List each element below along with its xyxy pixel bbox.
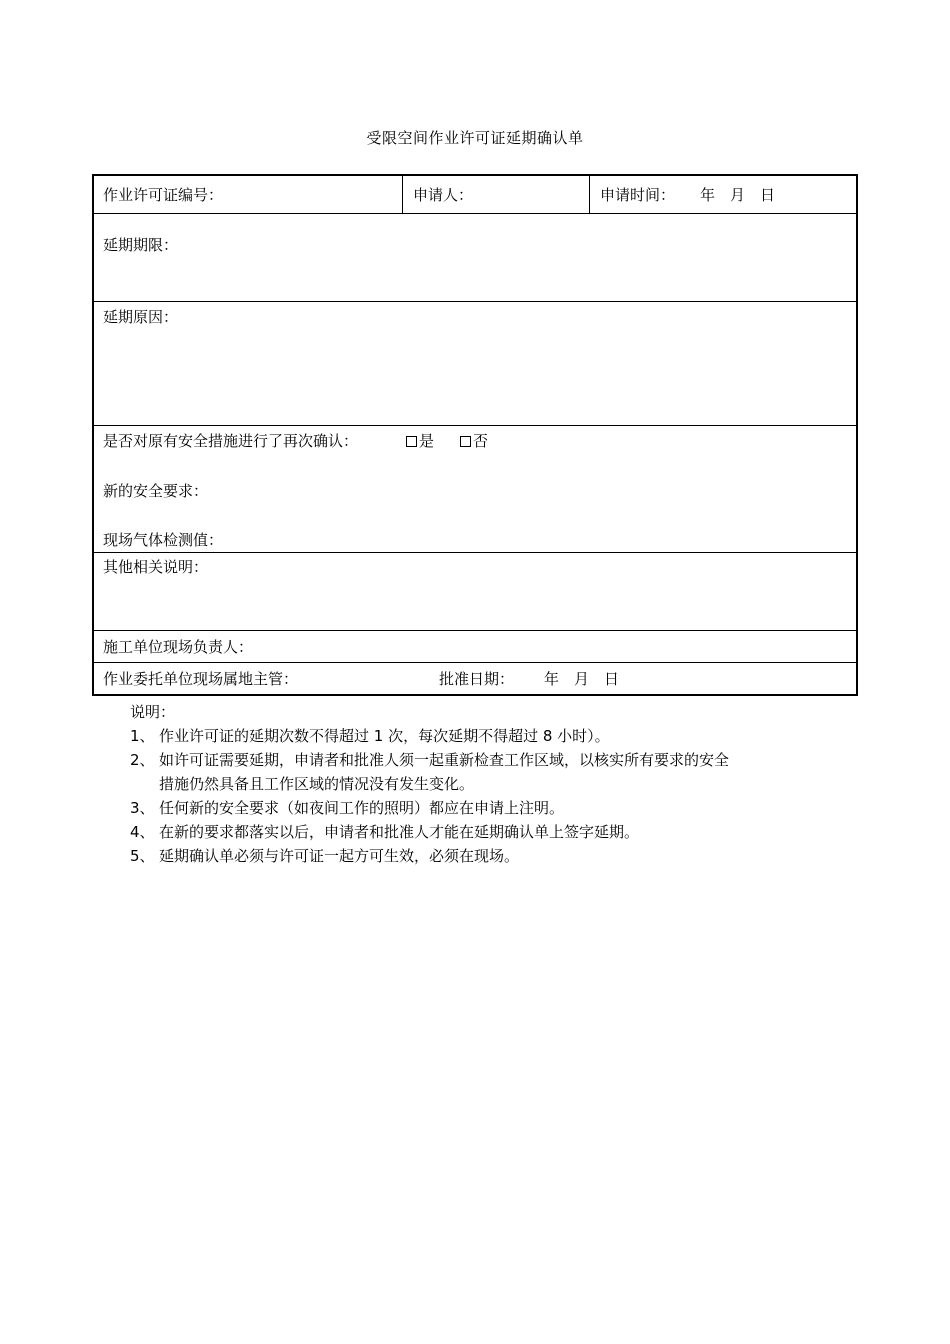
owner-supervisor-label: 作业委托单位现场属地主管：: [103, 670, 299, 688]
note-text: 延期确认单必须与许可证一起方可生效，必须在现场。: [159, 847, 520, 865]
yes-checkbox[interactable]: [406, 436, 417, 447]
apply-time-date: 年 月 日: [700, 186, 776, 204]
note-item: [130, 796, 830, 820]
approval-date-label: 批准日期：: [439, 670, 515, 688]
contractor-lead-label: 施工单位现场负责人：: [103, 638, 254, 656]
applicant-label: 申请人：: [413, 186, 474, 204]
form-row-approval[interactable]: [94, 663, 856, 694]
apply-time-label: 申请时间：: [600, 186, 676, 204]
new-safety-label: 新的安全要求：: [103, 482, 209, 500]
notes-section: [130, 700, 830, 868]
form-row-contractor-lead[interactable]: [94, 631, 856, 663]
form-row-header: [94, 176, 856, 214]
note-number: 2、: [130, 751, 155, 769]
extension-form-table: [92, 174, 858, 696]
page-title: 受限空间作业许可证延期确认单: [366, 129, 584, 147]
no-checkbox[interactable]: [460, 436, 471, 447]
note-item: [130, 748, 830, 796]
form-row-extension-period[interactable]: [94, 214, 856, 302]
note-item: [130, 820, 830, 844]
form-row-extension-reason[interactable]: [94, 302, 856, 426]
form-row-safety: [94, 426, 856, 553]
note-number: 3、: [130, 799, 155, 817]
extension-reason-label: 延期原因：: [103, 308, 179, 326]
note-item: [130, 844, 830, 868]
option-yes-label: 是: [419, 432, 435, 450]
gas-test-label: 现场气体检测值：: [103, 531, 224, 549]
form-row-other-notes[interactable]: [94, 553, 856, 631]
note-number: 5、: [130, 847, 155, 865]
notes-heading: 说明：: [130, 703, 176, 721]
approval-date-value: 年 月 日: [544, 670, 620, 688]
option-no[interactable]: [460, 431, 488, 451]
note-text: 在新的要求都落实以后，申请者和批准人才能在延期确认单上签字延期。: [159, 823, 640, 841]
note-number: 1、: [130, 727, 155, 745]
option-no-label: 否: [473, 432, 489, 450]
permit-no-label: 作业许可证编号：: [103, 186, 224, 204]
note-text-continued: 措施仍然具备且工作区域的情况没有发生变化。: [159, 775, 475, 793]
permit-no-cell[interactable]: [94, 176, 403, 213]
note-number: 4、: [130, 823, 155, 841]
reconfirm-label: 是否对原有安全措施进行了再次确认：: [103, 432, 359, 450]
applicant-cell[interactable]: [402, 176, 590, 213]
other-notes-label: 其他相关说明：: [103, 558, 209, 576]
note-text: 任何新的安全要求（如夜间工作的照明）都应在申请上注明。: [159, 799, 565, 817]
apply-time-cell[interactable]: [589, 176, 856, 213]
note-text: 作业许可证的延期次数不得超过 1 次，每次延期不得超过 8 小时）。: [159, 727, 610, 745]
note-text: 如许可证需要延期，申请者和批准人须一起重新检查工作区域，以核实所有要求的安全: [159, 751, 730, 769]
extension-period-label: 延期期限：: [103, 236, 179, 254]
note-item: [130, 724, 830, 748]
option-yes[interactable]: [406, 431, 434, 451]
